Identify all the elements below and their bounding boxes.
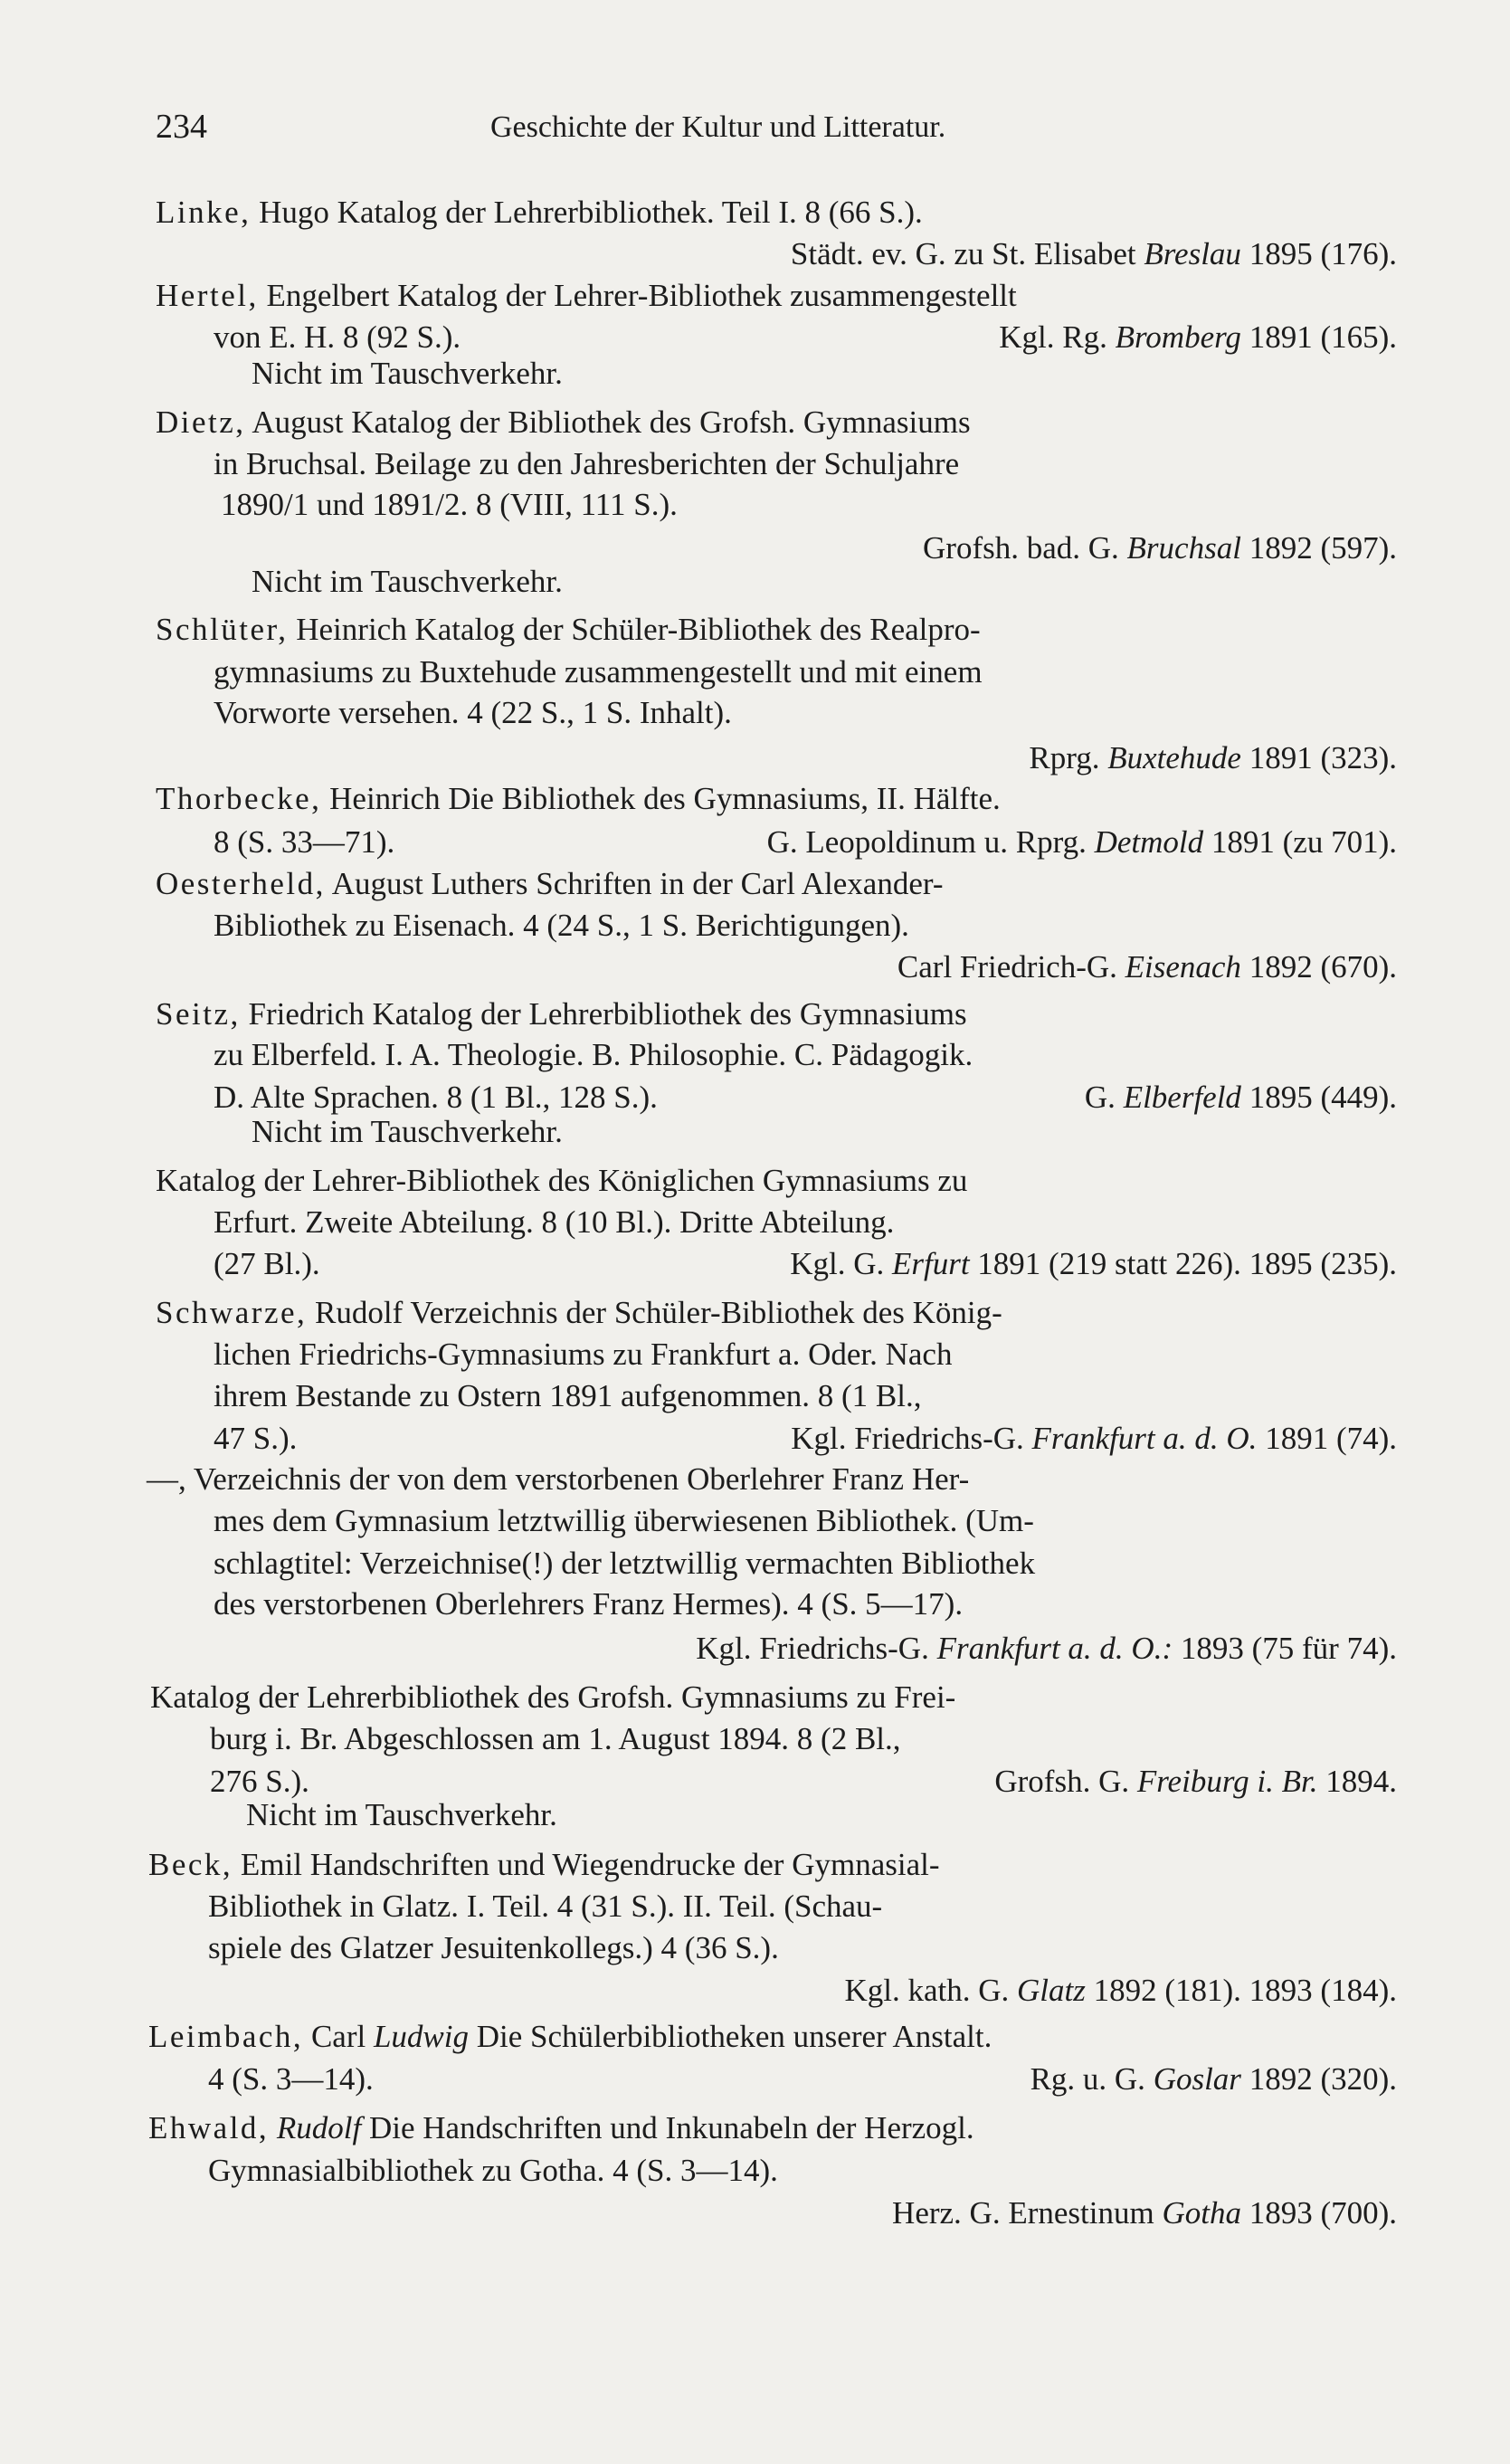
entry-thorbecke-line-2-right — [543, 822, 1397, 863]
year-ref: 1893 (700). — [1240, 2195, 1397, 2231]
entry-text: Bibliothek in Glatz. I. Teil. 4 (31 S.). II. Teil. (Schau- — [208, 1888, 883, 1924]
place-name: Breslau — [1144, 236, 1241, 271]
entry-text: 4 (S. 3—14). — [208, 2061, 374, 2097]
entry-ehwald-line-3 — [156, 2193, 1397, 2234]
entry-beck-line-3 — [208, 1927, 779, 1969]
entry-text: ihrem Bestande zu Ostern 1891 aufgenommen. 8 (1 Bl., — [214, 1378, 922, 1413]
entry-schwarze-line-3 — [214, 1375, 921, 1417]
year-ref: 1891 (165). — [1240, 319, 1397, 355]
entry-schwarze2-line-3 — [214, 1543, 1035, 1584]
entry-text: Bibliothek zu Eisenach. 4 (24 S., 1 S. Berichtigungen). — [214, 908, 909, 943]
entry-text: Die Handschriften und Inkunabeln der Herzogl. — [361, 2110, 974, 2145]
year-ref: 1891 (323). — [1240, 740, 1397, 775]
author-name: Ehwald, — [148, 2110, 270, 2145]
entry-text: spiele des Glatzer Jesuitenkollegs.) 4 (36 S.). — [208, 1930, 779, 1965]
entry-text: Heinrich Katalog der Schüler-Bibliothek des Realpro- — [296, 612, 981, 647]
entry-text: schlagtitel: Verzeichnise(!) der letztwillig vermachten Bibliothek — [214, 1546, 1036, 1581]
author-name: Leimbach, — [148, 2019, 304, 2054]
entry-schwarze2-line-2 — [214, 1500, 1034, 1542]
entry-text: 276 S.). — [210, 1764, 309, 1799]
place-name: Bruchsal — [1126, 530, 1241, 566]
author-name: Hertel, — [156, 278, 259, 313]
publisher-text: Carl Friedrich-G. — [897, 949, 1125, 985]
place-name: Buxtehude — [1107, 740, 1241, 775]
entry-text: des verstorbenen Oberlehrers Franz Hermes). 4 (S. 5—17). — [214, 1586, 964, 1622]
entry-erfurt-line-3 — [214, 1243, 320, 1285]
publisher-text: Städt. ev. G. zu St. Elisabet — [790, 236, 1144, 271]
place-name: Frankfurt a. d. O.: — [936, 1631, 1173, 1666]
year-ref: 1891 (zu 701). — [1203, 824, 1397, 860]
publisher-text: Kgl. kath. G. — [844, 1973, 1018, 2008]
given-name-italic: Rudolf — [276, 2110, 362, 2145]
entry-erfurt-line-2 — [214, 1202, 894, 1243]
year-ref: 1895 (449). — [1240, 1080, 1397, 1115]
entry-text: gymnasiums zu Buxtehude zusammengestellt und mit einem — [214, 654, 983, 690]
entry-text: burg i. Br. Abgeschlossen am 1. August 1894. 8 (2 Bl., — [210, 1721, 901, 1756]
entry-text: Friedrich Katalog der Lehrerbibliothek des Gymnasiums — [248, 996, 967, 1032]
place-name: Eisenach — [1125, 949, 1241, 985]
place-name: Erfurt — [891, 1246, 970, 1281]
publisher-text: Herz. G. Ernestinum — [892, 2195, 1163, 2231]
entry-beck-line-1 — [148, 1844, 1397, 1886]
entry-freiburg-line-2 — [210, 1718, 901, 1760]
entry-leimbach-line-2-right — [633, 2059, 1397, 2100]
entry-hertel-note — [252, 353, 563, 395]
entry-freiburg-line-3-right — [633, 1761, 1397, 1803]
given-name-italic: Ludwig — [373, 2019, 469, 2054]
entry-seitz-line-1 — [156, 994, 1397, 1035]
place-name: Freiburg i. Br. — [1136, 1764, 1318, 1799]
entry-text: Heinrich Die Bibliothek des Gymnasiums, II. Hälfte. — [329, 781, 1001, 816]
entry-seitz-note — [252, 1111, 563, 1153]
running-title: Geschichte der Kultur und Litteratur. — [490, 110, 946, 144]
year-ref: 1893 (75 für 74). — [1173, 1631, 1397, 1666]
entry-linke-line-2 — [156, 233, 1397, 275]
entry-schlueter-line-3 — [214, 692, 732, 734]
publisher-text: G. Leopoldinum u. Rprg. — [766, 824, 1095, 860]
entry-seitz-line-3-right — [814, 1077, 1397, 1118]
author-name: Schlüter, — [156, 612, 289, 647]
entry-text: Vorworte versehen. 4 (22 S., 1 S. Inhalt). — [214, 695, 732, 730]
entry-text: 8 (S. 33—71). — [214, 824, 395, 860]
publisher-text: Grofsh. G. — [994, 1764, 1137, 1799]
year-ref: 1891 (219 statt 226). 1895 (235). — [969, 1246, 1397, 1281]
publisher-text: Rg. u. G. — [1030, 2061, 1154, 2097]
entry-text: D. Alte Sprachen. 8 (1 Bl., 128 S.). — [214, 1080, 658, 1115]
entry-text: —, Verzeichnis der von dem verstorbenen Oberlehrer Franz Her- — [147, 1461, 970, 1497]
entry-linke-line-1 — [156, 192, 1397, 233]
exchange-note: Nicht im Tauschverkehr. — [246, 1797, 557, 1832]
author-name: Thorbecke, — [156, 781, 322, 816]
year-ref: 1895 (176). — [1240, 236, 1397, 271]
given-name: Carl — [310, 2019, 374, 2054]
year-ref: 1894. — [1317, 1764, 1397, 1799]
entry-hertel-line-2-right — [633, 317, 1397, 358]
entry-ehwald-line-1 — [148, 2107, 1397, 2149]
entry-text: 1890/1 und 1891/2. 8 (VIII, 111 S.). — [221, 487, 678, 522]
entry-text: Gymnasialbibliothek zu Gotha. 4 (S. 3—14). — [208, 2153, 778, 2188]
entry-leimbach-line-2 — [208, 2059, 374, 2100]
exchange-note: Nicht im Tauschverkehr. — [252, 1114, 563, 1149]
place-name: Elberfeld — [1123, 1080, 1241, 1115]
entry-schwarze-line-4 — [214, 1418, 297, 1460]
exchange-note: Nicht im Tauschverkehr. — [252, 356, 563, 391]
entry-dietz-line-3 — [221, 484, 678, 526]
publisher-text: Rprg. — [1029, 740, 1108, 775]
entry-text: Die Schülerbibliotheken unserer Anstalt. — [469, 2019, 992, 2054]
year-ref: 1892 (320). — [1240, 2061, 1397, 2097]
page-header — [156, 107, 1386, 161]
place-name: Glatz — [1017, 1973, 1086, 2008]
publisher-text: Kgl. G. — [790, 1246, 892, 1281]
entry-freiburg-note — [246, 1794, 557, 1836]
entry-text: lichen Friedrichs-Gymnasiums zu Frankfurt a. Oder. Nach — [214, 1337, 953, 1372]
place-name: Bromberg — [1115, 319, 1241, 355]
entry-thorbecke-line-1 — [156, 778, 1397, 820]
entry-schwarze2-line-4 — [214, 1584, 963, 1625]
entry-schwarze2-line-5 — [156, 1628, 1397, 1670]
author-name: Oesterheld, — [156, 866, 326, 901]
entry-oesterheld-line-2 — [214, 905, 909, 947]
author-name: Beck, — [148, 1847, 233, 1882]
entry-text: in Bruchsal. Beilage zu den Jahresberichten der Schuljahre — [214, 446, 960, 481]
entry-beck-line-2 — [208, 1886, 882, 1927]
entry-schwarze-line-2 — [214, 1334, 952, 1375]
entry-schwarze2-line-1 — [147, 1459, 969, 1500]
entry-freiburg-line-1 — [150, 1677, 955, 1718]
place-name: Goslar — [1153, 2061, 1241, 2097]
entry-text: Hugo Katalog der Lehrerbibliothek. Teil I. 8 (66 S.). — [259, 195, 923, 230]
entry-text: (27 Bl.). — [214, 1246, 320, 1281]
author-name: Seitz, — [156, 996, 241, 1032]
publisher-text: Kgl. Friedrichs-G. — [696, 1631, 937, 1666]
entry-ehwald-line-2 — [208, 2150, 778, 2192]
entry-text: August Luthers Schriften in der Carl Alexander- — [331, 866, 944, 901]
entry-dietz-line-2 — [214, 443, 959, 485]
entry-schlueter-line-1 — [156, 609, 1397, 651]
entry-oesterheld-line-3 — [156, 947, 1397, 988]
entry-text: Rudolf Verzeichnis der Schüler-Bibliothek des König- — [315, 1295, 1002, 1330]
entry-hertel-line-1 — [156, 275, 1397, 317]
entry-schlueter-line-4 — [156, 737, 1397, 779]
publisher-text: G. — [1084, 1080, 1124, 1115]
entry-dietz-note — [252, 561, 563, 603]
entry-text: Engelbert Katalog der Lehrer-Bibliothek zusammengestellt — [266, 278, 1017, 313]
entry-text: Katalog der Lehrerbibliothek des Grofsh. Gymnasiums zu Frei- — [150, 1679, 956, 1715]
publisher-text: Grofsh. bad. G. — [923, 530, 1127, 566]
entry-erfurt-line-3-right — [452, 1243, 1397, 1285]
publisher-text: Kgl. Friedrichs-G. — [791, 1421, 1032, 1456]
publisher-text: Kgl. Rg. — [999, 319, 1116, 355]
page-number: 234 — [156, 108, 207, 146]
entry-schwarze-line-1 — [156, 1292, 1397, 1334]
entry-text: zu Elberfeld. I. A. Theologie. B. Philosophie. C. Pädagogik. — [214, 1037, 973, 1072]
entry-schlueter-line-2 — [214, 652, 983, 693]
author-name: Dietz, — [156, 404, 246, 440]
entry-text: Katalog der Lehrer-Bibliothek des Königlichen Gymnasiums zu — [156, 1163, 968, 1198]
place-name: Frankfurt a. d. O. — [1031, 1421, 1258, 1456]
year-ref: 1891 (74). — [1257, 1421, 1397, 1456]
entry-text: August Katalog der Bibliothek des Grofsh. Gymnasiums — [252, 404, 971, 440]
entry-text: Erfurt. Zweite Abteilung. 8 (10 Bl.). Dritte Abteilung. — [214, 1204, 895, 1240]
entry-text: von E. H. 8 (92 S.). — [214, 319, 461, 355]
entry-text: Emil Handschriften und Wiegendrucke der Gymnasial- — [240, 1847, 940, 1882]
entry-seitz-line-2 — [214, 1034, 973, 1076]
year-ref: 1892 (181). 1893 (184). — [1085, 1973, 1397, 2008]
entry-dietz-line-1 — [156, 402, 1397, 443]
place-name: Gotha — [1162, 2195, 1241, 2231]
author-name: Linke, — [156, 195, 252, 230]
entry-text: mes dem Gymnasium letztwillig überwiesenen Bibliothek. (Um- — [214, 1503, 1034, 1538]
entry-leimbach-line-1 — [148, 2016, 1397, 2058]
exchange-note: Nicht im Tauschverkehr. — [252, 564, 563, 599]
entry-schwarze-line-4-right — [507, 1418, 1397, 1460]
author-name: Schwarze, — [156, 1295, 308, 1330]
entry-erfurt-line-1 — [156, 1160, 967, 1202]
year-ref: 1892 (597). — [1240, 530, 1397, 566]
year-ref: 1892 (670). — [1240, 949, 1397, 985]
place-name: Detmold — [1094, 824, 1204, 860]
entry-beck-line-4 — [156, 1970, 1397, 2012]
entry-thorbecke-line-2 — [214, 822, 394, 863]
entry-text: 47 S.). — [214, 1421, 298, 1456]
entry-oesterheld-line-1 — [156, 863, 1397, 905]
